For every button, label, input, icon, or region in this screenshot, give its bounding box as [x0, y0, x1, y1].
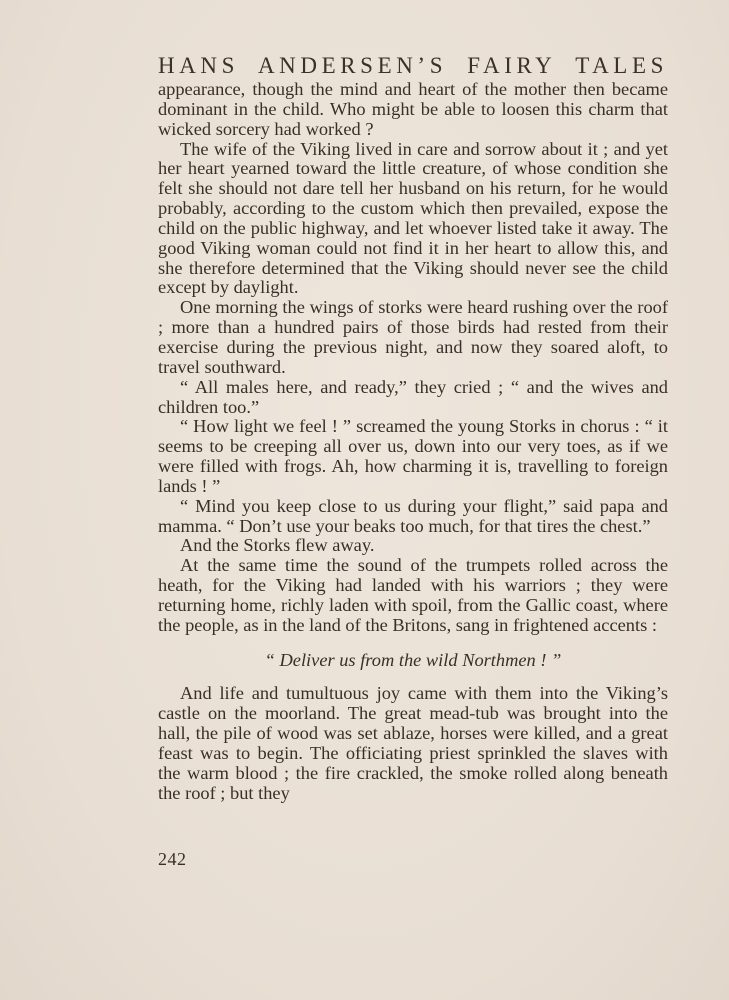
paragraph: “ How light we feel ! ” screamed the young Storks in chorus : “ it seems to be creeping all over us, down into our very toes, as if we were filled with frogs. Ah, how charming it is, travelling to foreign lands ! ” — [158, 416, 668, 496]
paragraph: And the Storks flew away. — [180, 535, 375, 556]
paragraph: The wife of the Viking lived in care and sorrow about it ; and yet her heart yearned toward the little creature, of whose condition she felt she should not dare tell her husband on his return, for he would probably, according to the custom which then prevailed, expose the child on the public highway, and let whoever listed take it away. The good Viking woman could not find it in her heart to allow this, and she therefore determined that the Viking should never see the child except by daylight. — [158, 138, 668, 298]
paragraph: appearance, though the mind and heart of the mother then became dominant in the child. Who might be able to loosen this charm that wicked sorcery had worked ? — [158, 79, 668, 139]
paragraph: “ Mind you keep close to us during your flight,” said papa and mamma. “ Don’t use your beaks too much, for that tires the chest.” — [158, 495, 668, 536]
book-page — [158, 48, 668, 948]
paragraph: At the same time the sound of the trumpets rolled across the heath, for the Viking had landed with his warriors ; they were returning home, richly laden with spoil, from the Gallic coast, where the people, as in the land of the Britons, sang in frightened accents : — [158, 555, 668, 635]
page-number: 242 — [158, 849, 187, 869]
paragraph: And life and tumultuous joy came with them into the Viking’s castle on the moorland. The great mead-tub was brought into the hall, the pile of wood was set ablaze, horses were killed, and a great feast was to begin. The officiating priest sprinkled the slaves with the warm blood ; the fire crackled, the smoke rolled along beneath the roof ; but they — [158, 683, 668, 803]
paragraph: One morning the wings of storks were heard rushing over the roof ; more than a hundred pairs of those birds had rested from their exercise during the previous night, and now they soared aloft, to travel southward. — [158, 297, 668, 377]
italic-quotation: “ Deliver us from the wild Northmen ! ” — [264, 649, 562, 670]
body-text — [158, 80, 668, 804]
running-head: HANS ANDERSEN’S FAIRY TALES — [158, 53, 668, 78]
paragraph: “ All males here, and ready,” they cried ; “ and the wives and children too.” — [158, 376, 668, 417]
